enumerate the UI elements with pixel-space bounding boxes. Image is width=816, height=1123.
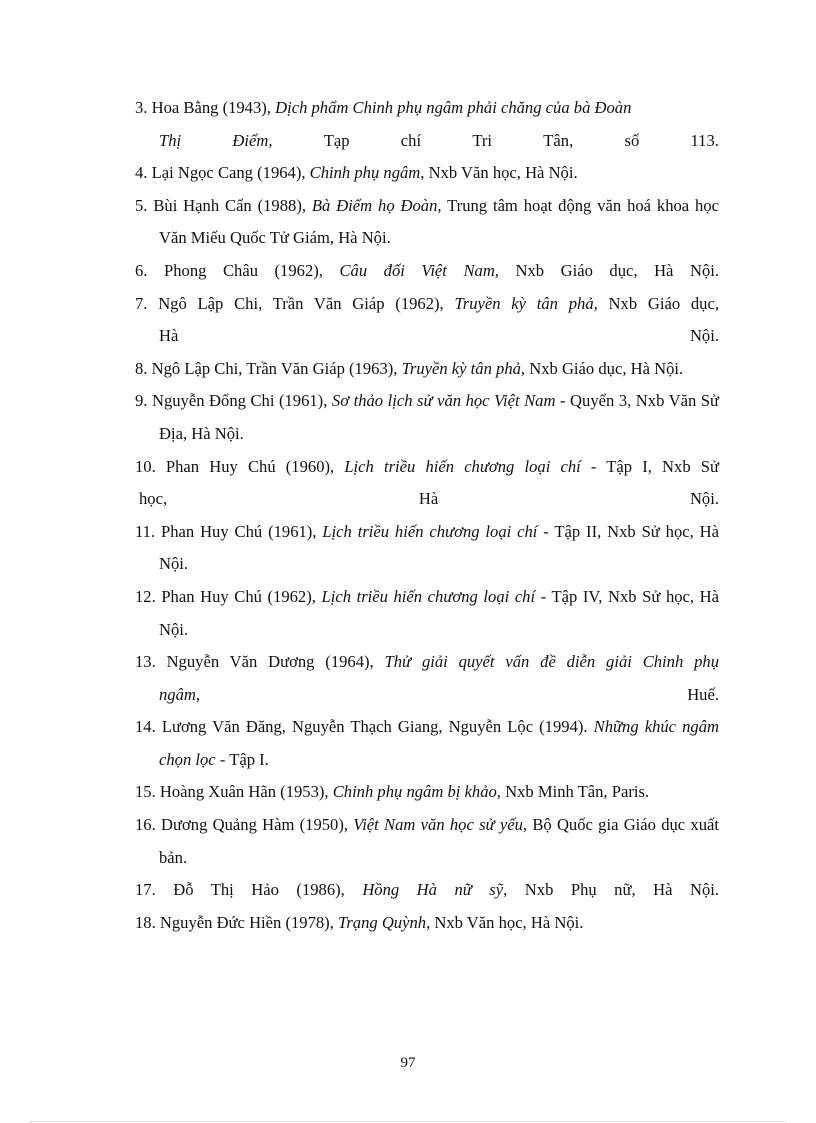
reference-item: 16. Dương Quảng Hàm (1950), Việt Nam văn học sử yếu, Bộ Quốc gia Giáo dục xuất bản. — [135, 815, 720, 867]
reference-item: 14. Lương Văn Đăng, Nguyễn Thạch Giang, Nguyễn Lộc (1994). Những khúc ngâm chọn lọc - Tập I. — [135, 717, 719, 769]
reference-item: 8. Ngô Lập Chi, Trần Văn Giáp (1963), Truyền kỳ tân phả, Nxb Giáo dục, Hà Nội. — [135, 358, 684, 378]
footer-divider — [30, 1121, 786, 1122]
reference-list — [135, 92, 719, 939]
reference-item: 7. Ngô Lập Chi, Trần Văn Giáp (1962), Truyền kỳ tân phả, Nxb Giáo dục, — [135, 293, 719, 313]
reference-item: 18. Nguyễn Đức Hiền (1978), Trạng Quỳnh, Nxb Văn học, Hà Nội. — [135, 912, 584, 932]
reference-item: 17. Đỗ Thị Hảo (1986), Hồng Hà nữ sỹ, Nxb Phụ nữ, Hà Nội. — [135, 880, 720, 900]
reference-item: 4. Lại Ngọc Cang (1964), Chinh phụ ngâm, Nxb Văn học, Hà Nội. — [135, 163, 578, 183]
reference-item: 9. Nguyễn Đổng Chi (1961), Sơ thảo lịch sử văn học Việt Nam - Quyển 3, Nxb Văn Sử Địa, Hà Nội. — [135, 391, 720, 443]
page-number: 97 — [400, 1055, 416, 1071]
reference-item: 6. Phong Châu (1962), Câu đối Việt Nam, Nxb Giáo dục, Hà Nội. — [135, 260, 719, 280]
reference-item: 11. Phan Huy Chú (1961), Lịch triều hiến chương loại chí - Tập II, Nxb Sử học, Hà Nội. — [135, 521, 719, 574]
reference-item: 5. Bùi Hạnh Cẩn (1988), Bà Điểm họ Đoàn, Trung tâm hoạt động văn hoá khoa học Văn Miếu Quốc Tử Giám, Hà Nội. — [135, 195, 720, 248]
reference-item-continuation: học, Hà Nội. — [139, 489, 719, 509]
reference-item-continuation: ngâm, Huế. — [159, 684, 719, 704]
reference-item: 3. Hoa Bằng (1943), Dịch phẩm Chinh phụ ngâm phải chăng của bà Đoàn — [135, 98, 632, 117]
reference-item: 10. Phan Huy Chú (1960), Lịch triều hiến chương loại chí - Tập I, Nxb Sử — [135, 456, 720, 476]
reference-item: 12. Phan Huy Chú (1962), Lịch triều hiến chương loại chí - Tập IV, Nxb Sử học, Hà Nội. — [135, 586, 719, 639]
reference-item-continuation: Thị Điểm, Tạp chí Tri Tân, số 113. — [159, 130, 719, 150]
reference-item-continuation: Hà Nội. — [159, 326, 719, 346]
reference-item: 15. Hoàng Xuân Hãn (1953), Chinh phụ ngâm bị khảo, Nxb Minh Tân, Paris. — [135, 782, 650, 802]
reference-item: 13. Nguyễn Văn Dương (1964), Thử giải quyết vấn đề diễn giải Chinh phụ — [135, 652, 719, 672]
